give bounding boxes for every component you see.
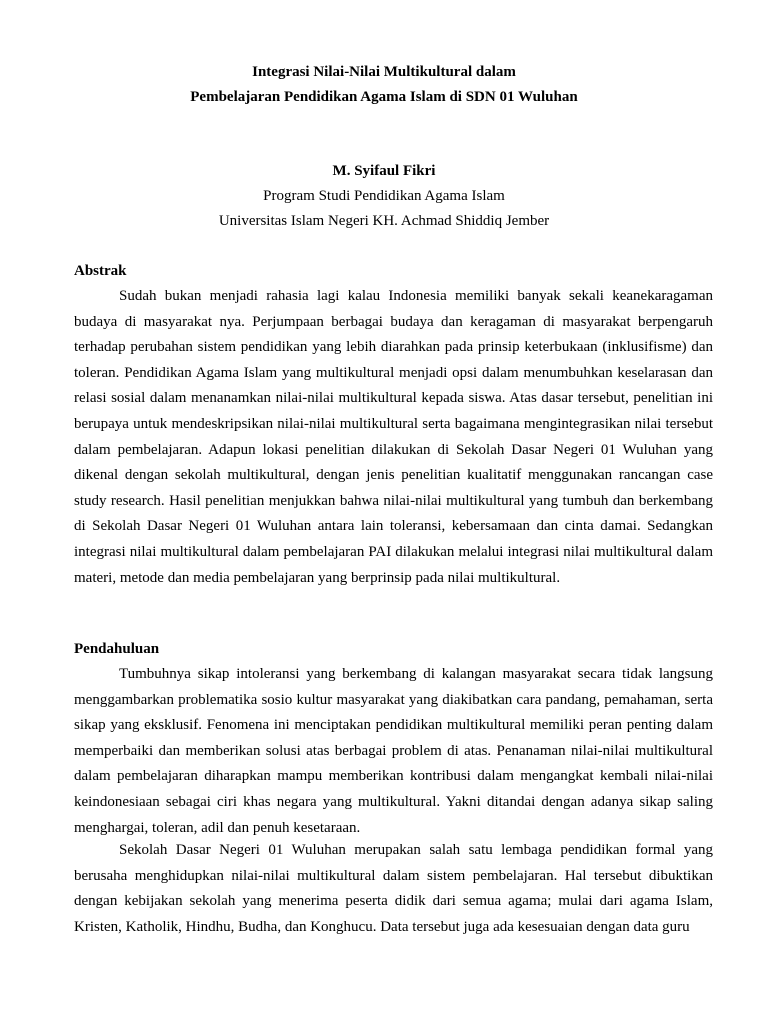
title-line-2: Pembelajaran Pendidikan Agama Islam di SDN 01 Wuluhan	[190, 89, 578, 105]
abstract-heading: Abstrak	[74, 263, 127, 279]
author-name: M. Syifaul Fikri	[332, 163, 436, 179]
introduction-heading: Pendahuluan	[74, 641, 160, 657]
author-program: Program Studi Pendidikan Agama Islam	[263, 188, 505, 204]
title-line-1: Integrasi Nilai-Nilai Multikultural dalam	[252, 64, 516, 80]
author-university: Universitas Islam Negeri KH. Achmad Shiddiq Jember	[218, 213, 550, 229]
introduction-paragraph-2: Sekolah Dasar Negeri 01 Wuluhan merupakan salah satu lembaga pendidikan formal yang berusaha menghidupkan nilai-nilai multikultural dalam sistem pembelajaran. Hal tersebut dibuktikan dengan kebijakan sekolah yang menerima peserta didik dari semua agama; mulai dari agama Islam, Kristen, Katholik, Hindhu, Budha, dan Konghucu. Data tersebut juga ada kesesuaian dengan data guru	[74, 842, 713, 935]
abstract-text: Sudah bukan menjadi rahasia lagi kalau Indonesia memiliki banyak sekali keanekaragaman budaya di masyarakat nya. Perjumpaan berbagai budaya dan keragaman di masyarakat berpengaruh terhadap perubahan sistem pendidikan yang lebih diarahkan pada prinsip keterbukaan (inklusifisme) dan toleran. Pendidikan Agama Islam yang multikultural menjadi opsi dalam menumbuhkan keselarasan dan relasi sosial dalam menanamkan nilai-nilai multikultural kepada siswa. Atas dasar tersebut, penelitian ini berupaya untuk mendeskripsikan nilai-nilai multikultural serta bagaimana mengintegrasikan nilai tersebut dalam pembelajaran. Adapun lokasi penelitian dilakukan di Sekolah Dasar Negeri 01 Wuluhan yang dikenal dengan sekolah multikultural, dengan jenis penelitian kualitatif menggunakan rancangan case study research. Hasil penelitian menjukkan bahwa nilai-nilai multikultural yang tumbuh dan berkembang di Sekolah Dasar Negeri 01 Wuluhan antara lain toleransi, kebersamaan dan cinta damai. Sedangkan integrasi nilai multikultural dalam pembelajaran PAI dilakukan melalui integrasi nilai multikultural dalam materi, metode dan media pembelajaran yang berprinsip pada nilai multikultural.	[74, 288, 713, 586]
introduction-paragraph-1: Tumbuhnya sikap intoleransi yang berkembang di kalangan masyarakat secara tidak langsung menggambarkan problematika sosio kultur masyarakat yang diakibatkan cara pandang, pemahaman, serta sikap yang eksklusif. Fenomena ini menciptakan pendidikan multikultural memiliki peran penting dalam memperbaiki dan memberikan solusi atas berbagai problem di atas. Penanaman nilai-nilai multikultural dalam pembelajaran diharapkan mampu memberikan kontribusi dalam mengangkat kembali nilai-nilai keindonesiaan sebagai ciri khas negara yang multikultural. Yakni ditandai dengan adanya sikap saling menghargai, toleran, adil dan penuh kesetaraan.	[74, 666, 713, 836]
